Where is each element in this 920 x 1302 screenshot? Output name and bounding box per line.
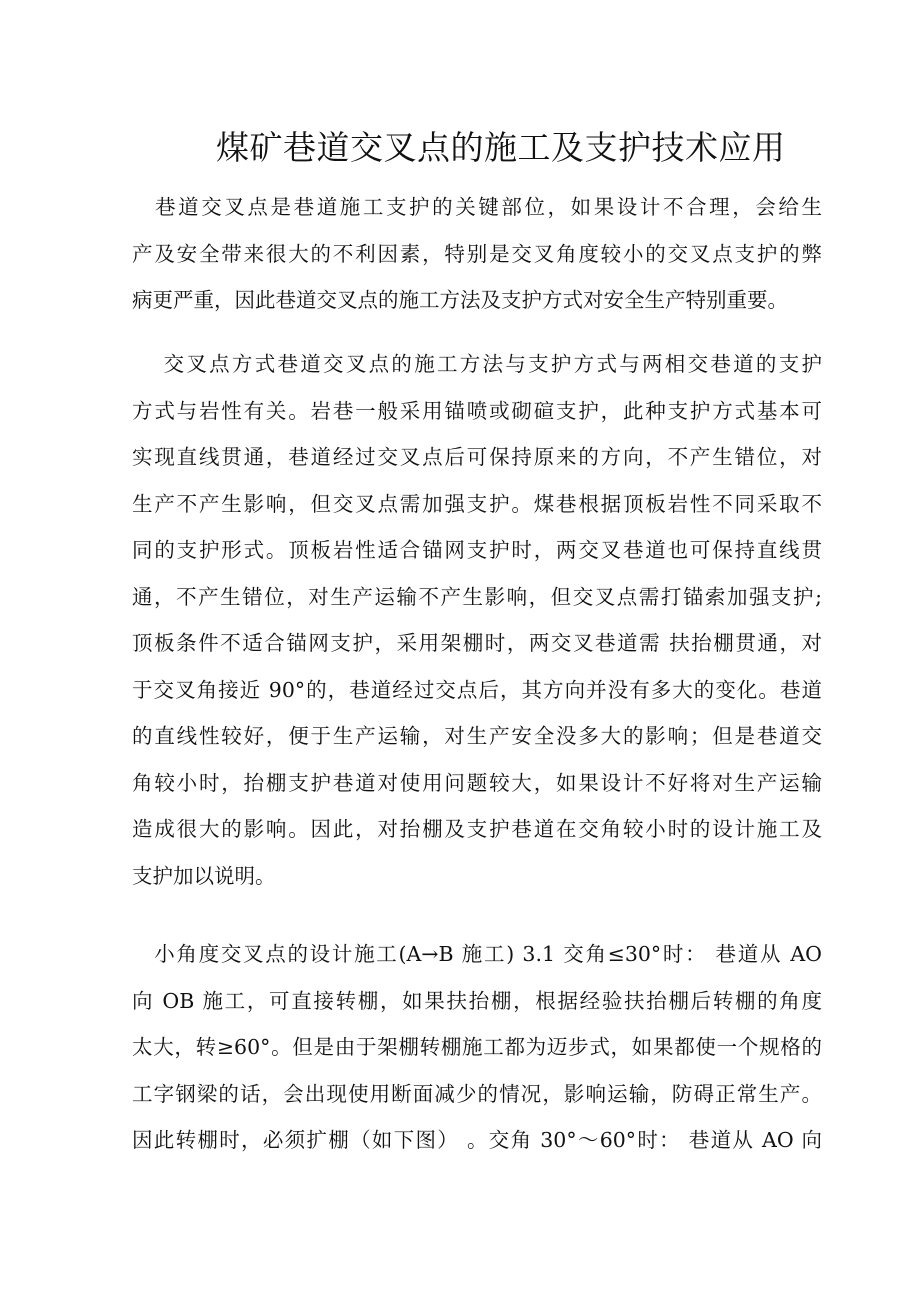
text-line: 同的支护形式。顶板岩性适合锚网支护时，两交叉巷道也可保持直线贯	[132, 538, 822, 562]
text-line: 的直线性较好，便于生产运输，对生产安全没多大的影响；但是巷道交	[132, 724, 822, 748]
text-line: 工字钢梁的话，会出现使用断面减少的情况，影响运输，防碍正常生产。	[132, 1081, 822, 1106]
paragraph-intersection-methods	[132, 341, 822, 899]
document-title: 煤矿巷道交叉点的施工及支护技术应用	[216, 128, 786, 167]
text-line: 小角度交叉点的设计施工(A→B 施工) 3.1 交角≤30°时： 巷道从 AO	[132, 942, 822, 966]
text-line: 向 OB 施工，可直接转棚，如果扶抬棚，根据经验扶抬棚后转棚的角度	[132, 988, 822, 1013]
text-line: 实现直线贯通，巷道经过交叉点后可保持原来的方向，不产生错位，对	[132, 445, 822, 469]
text-line: 于交叉角接近 90°的，巷道经过交点后，其方向并没有多大的变化。巷道	[132, 677, 822, 702]
text-line: 病更严重，因此巷道交叉点的施工方法及支护方式对安全生产特别重要。	[132, 288, 788, 312]
text-line: 角较小时，抬棚支护巷道对使用问题较大，如果设计不好将对生产运输	[132, 770, 822, 795]
text-line: 因此转棚时，必须扩棚（如下图） 。交角 30°～60°时： 巷道从 AO 向	[132, 1128, 822, 1152]
text-line: 方式与岩性有关。岩巷一般采用锚喷或砌碹支护，此种支护方式基本可	[132, 398, 822, 423]
paragraph-intro	[132, 184, 822, 324]
text-line: 巷道交叉点是巷道施工支护的关键部位，如果设计不合理，会给生	[132, 195, 822, 219]
text-line: 造成很大的影响。因此，对抬棚及支护巷道在交角较小时的设计施工及	[132, 817, 822, 841]
paragraph-small-angle	[132, 931, 822, 1164]
text-line: 支护加以说明。	[132, 863, 276, 888]
text-line: 通，不产生错位，对生产运输不产生影响，但交叉点需打锚索加强支护;	[132, 584, 822, 609]
text-line: 交叉点方式巷道交叉点的施工方法与支护方式与两相交巷道的支护	[132, 352, 822, 376]
text-line: 生产不产生影响，但交叉点需加强支护。煤巷根据顶板岩性不同采取不	[132, 491, 822, 516]
text-line: 太大，转≥60°。但是由于架棚转棚施工都为迈步式，如果都使一个规格的	[132, 1035, 822, 1059]
text-line: 顶板条件不适合锚网支护，采用架棚时，两交叉巷道需 扶抬棚贯通，对	[132, 631, 822, 655]
text-line: 产及安全带来很大的不利因素，特别是交叉角度较小的交叉点支护的弊	[132, 241, 822, 266]
